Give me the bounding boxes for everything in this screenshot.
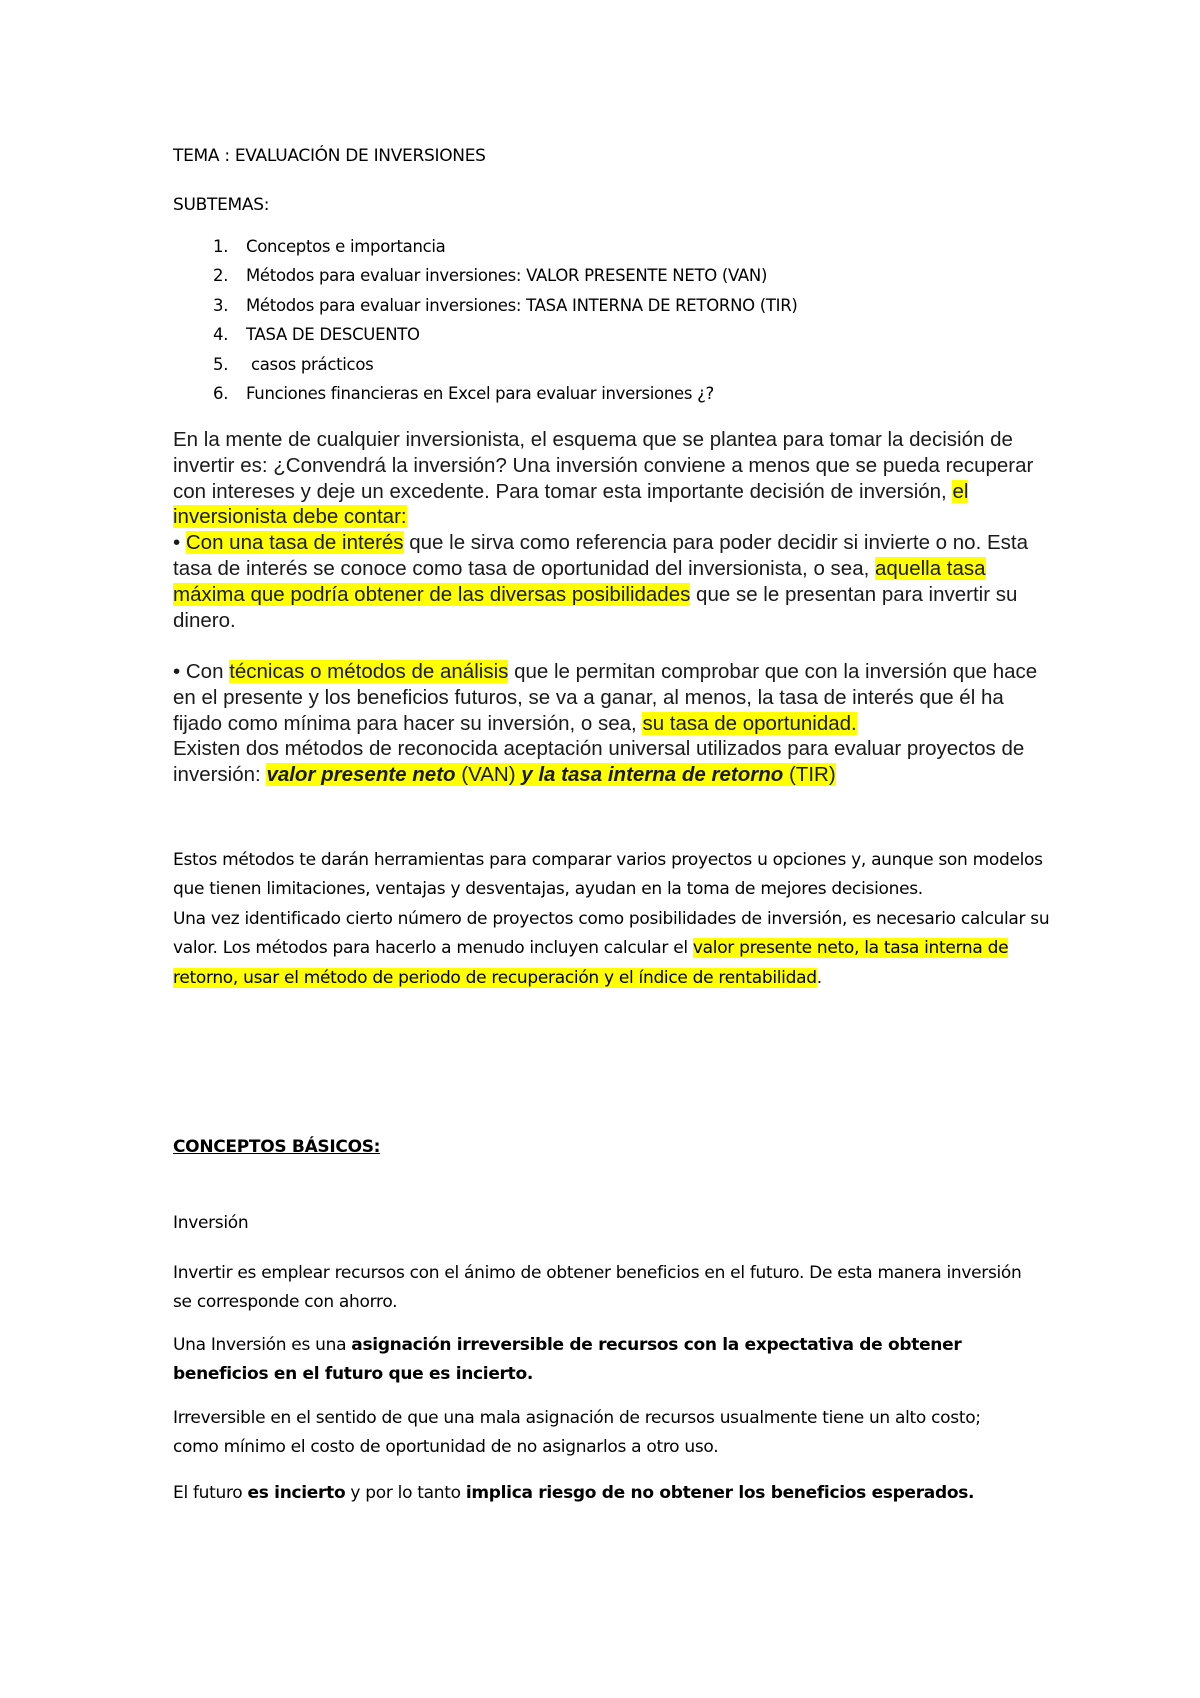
- subsection-inversion: Inversión: [173, 1213, 249, 1233]
- subtemas-label: SUBTEMAS:: [173, 195, 270, 215]
- subtemas-list: [213, 232, 798, 408]
- paragraph-definicion-inversion: Una Inversión es una asignación irreversible de recursos con la expectativa de obtener beneficios en el futuro que es incierto.: [173, 1335, 962, 1385]
- paragraph-metodos: Estos métodos te darán herramientas para comparar varios proyectos u opciones y, aunque son modelos que tienen limitaciones, ventajas y desventajas, ayudan en la toma de mejores decisiones. Una vez identificado cierto número de proyectos como posibilidades de inversión, es necesario calcular su valor. Los métodos para hacerlo a menudo incluyen calcular el valor presente neto, la tasa interna de retorno, usar el método de periodo de recuperación y el índice de rentabilidad.: [173, 850, 1050, 988]
- paragraph-invertir: Invertir es emplear recursos con el ánimo de obtener beneficios en el futuro. De esta manera inversión se corresponde con ahorro.: [173, 1263, 1022, 1313]
- list-item: 3. Métodos para evaluar inversiones: TASA INTERNA DE RETORNO (TIR): [213, 295, 798, 315]
- list-item: 6. Funciones financieras en Excel para evaluar inversiones ¿?: [213, 383, 714, 403]
- paragraph-tecnicas-analisis: • Con técnicas o métodos de análisis que le permitan comprobar que con la inversión que hace en el presente y los beneficios futuros, se va a ganar, al menos, la tasa de interés que él ha fijado como mínima para hacer su inversión, o sea, su tasa de oportunidad. Existen dos métodos de reconocida aceptación universal utilizados para evaluar proyectos de inversión: valor presente neto (VAN) y la tasa interna de retorno (TIR): [173, 660, 1038, 787]
- list-item: 5. casos prácticos: [213, 354, 374, 374]
- paragraph-irreversible: Irreversible en el sentido de que una mala asignación de recursos usualmente tiene un alto costo; como mínimo el costo de oportunidad de no asignarlos a otro uso.: [173, 1408, 981, 1458]
- document-title: TEMA : EVALUACIÓN DE INVERSIONES: [173, 146, 486, 166]
- list-item: 2. Métodos para evaluar inversiones: VALOR PRESENTE NETO (VAN): [213, 266, 768, 286]
- paragraph-mente-inversionista: En la mente de cualquier inversionista, el esquema que se plantea para tomar la decisión de invertir es: ¿Convendrá la inversión? Una inversión conviene a menos que se pueda recuperar con intereses y deje un excedente. Para tomar esta importante decisión de inversión, el inversionista debe contar: • Con una tasa de interés que le sirva como referencia para poder decidir si invierte o no. Esta tasa de interés se conoce como tasa de oportunidad del inversionista, o sea, aquella tasa máxima que podría obtener de las diversas posibilidades que se le presentan para invertir su dinero.: [173, 428, 1034, 632]
- list-item: 4. TASA DE DESCUENTO: [213, 325, 420, 345]
- section-heading-conceptos: CONCEPTOS BÁSICOS:: [173, 1137, 381, 1157]
- list-item: 1. Conceptos e importancia: [213, 237, 446, 256]
- paragraph-futuro-incierto: El futuro es incierto y por lo tanto implica riesgo de no obtener los beneficios esperados.: [173, 1483, 975, 1503]
